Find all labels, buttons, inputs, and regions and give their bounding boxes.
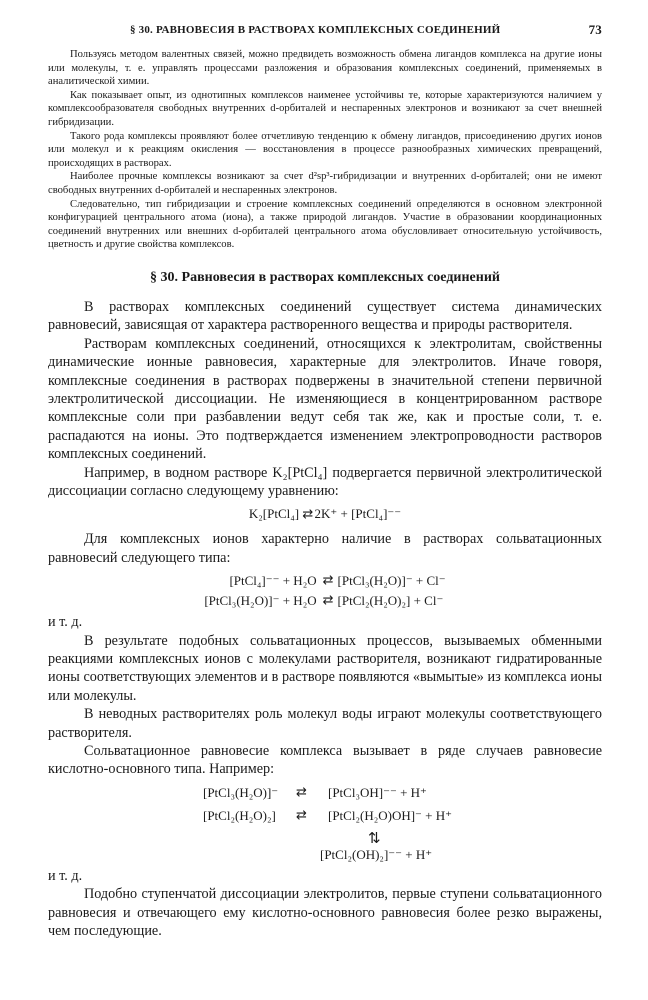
equilibrium-arrow-icon: ⇄ (302, 507, 312, 523)
paragraph: В результате подобных сольватационных процессов, вызываемых обменными реакциями комплексных ионов с молекулами растворителя, возникают гидратированные ионы соответствующих элементов и в растворе появляются «вымытые» из комплекса ионы или молекулы. (48, 632, 602, 704)
eq-product: [PtCl₂(OH)₂]⁻⁻ + H⁺ (320, 846, 433, 862)
etc-text: и т. д. (48, 614, 83, 631)
intro-paragraph: Такого рода комплексы проявляют более отчетливую тенденцию к обмену лигандов, присоединению других ионов или молекул и к реакциям окисления — восстановления в процессе разнообразных химических превращений, происходящих в растворах. (48, 130, 602, 169)
equation-solvation (48, 571, 602, 611)
equation-dissociation (48, 504, 602, 524)
vertical-equilibrium-arrow-icon: ⇅ (368, 828, 379, 847)
intro-paragraph: Пользуясь методом валентных связей, можно предвидеть возможность обмена лигандов комплекса на другие ионы или молекулы, т. е. управлять процессами разложения и образования комплексных соединений, применяемых в аналитической химии. (48, 49, 602, 88)
eq-right: [PtCl₃(H₂O)]⁻ + Cl⁻ (337, 573, 446, 589)
running-head-title: § 30. РАВНОВЕСИЯ В РАСТВОРАХ КОМПЛЕКСНЫХ СОЕДИНЕНИЙ (130, 24, 501, 36)
eq-left: [PtCl₄]⁻⁻ + H₂O (229, 573, 317, 589)
etc-text: и т. д. (48, 867, 83, 884)
paragraph: Растворам комплексных соединений, относящихся к электролитам, свойственны динамические ионные равновесия, характерные для электролитов. Иначе говоря, комплексные соединения в растворах подвержены в значительной степени первичной электролитической диссоциации. Не изменяющиеся в концентрированном растворе комплексные соли при разбавлении ведут себя так же, как и простые соли, т. е. распадаются на ионы. Это подтверждается изменением электропроводности растворов комплексных соединений. (48, 335, 602, 463)
equation-acid-base (48, 781, 602, 865)
eq-left: [PtCl₂(H₂O)₂] (203, 807, 276, 823)
eq-right: 2K⁺ + [PtCl₄]⁻⁻ (314, 506, 402, 522)
eq-left: K₂[PtCl₄] (248, 506, 300, 522)
eq-left: [PtCl₃(H₂O)]⁻ (203, 784, 279, 800)
section-body (48, 298, 602, 941)
eq-left: [PtCl₃(H₂O)]⁻ + H₂O (204, 593, 317, 609)
intro-paragraph: Как показывает опыт, из однотипных комплексов наименее устойчивы те, которые характеризуются наличием у комплексообразователя свободных внутренних d-орбиталей и неспаренных электронов и возникают за счет внешней гибридизации. (48, 89, 602, 128)
paragraph: Например, в водном растворе K₂[PtCl₄] подвергается первичной электролитической диссоциации согласно следующему уравнению: (48, 464, 602, 499)
equilibrium-arrow-icon: ⇄ (322, 573, 332, 589)
running-head (48, 18, 602, 44)
intro-paragraph: Наиболее прочные комплексы возникают за счет d²sp³-гибридизации и внутренних d-орбиталей; они не имеют свободных внутренних d-орбиталей и неспаренных электронов. (48, 171, 602, 196)
equilibrium-arrow-icon: ⇄ (296, 784, 305, 800)
intro-text (48, 48, 602, 252)
section-heading: § 30. Равновесия в растворах комплексных соединений (150, 269, 500, 285)
equilibrium-arrow-icon: ⇄ (296, 807, 305, 823)
paragraph: В растворах комплексных соединений существует система динамических равновесий, зависящая от характера растворенного вещества и природы растворителя. (48, 298, 602, 334)
eq-right: [PtCl₂(H₂O)₂] + Cl⁻ (337, 593, 444, 609)
intro-paragraph: Следовательно, тип гибридизации и строение комплексных соединений определяются в основном электронной конфигурацией центрального атома (иона), а также природой лигандов. Участие в образовании координационных соединений внутренних или внешних d-орбиталей центрального атома обусловливает относительную устойчивость, цветность и другие свойства комплексов. (48, 198, 602, 251)
eq-right: [PtCl₃OH]⁻⁻ + H⁺ (328, 784, 427, 800)
paragraph: Для комплексных ионов характерно наличие в растворах сольватационных равновесий следующего типа: (48, 531, 602, 566)
paragraph: Подобно ступенчатой диссоциации электролитов, первые ступени сольватационного равновесия и отвечающего ему кислотно-основного равновесия более резко выражены, чем последующие. (48, 886, 602, 940)
eq-right: [PtCl₂(H₂O)OH]⁻ + H⁺ (328, 807, 453, 823)
paragraph: Сольватационное равновесие комплекса вызывает в ряде случаев равновесие кислотно-основного типа. Например: (48, 743, 602, 778)
page (48, 18, 602, 940)
page-number: 73 (588, 22, 602, 37)
paragraph: В неводных растворителях роль молекул воды играют молекулы соответствующего растворителя. (48, 706, 602, 741)
equilibrium-arrow-icon: ⇄ (322, 593, 332, 609)
